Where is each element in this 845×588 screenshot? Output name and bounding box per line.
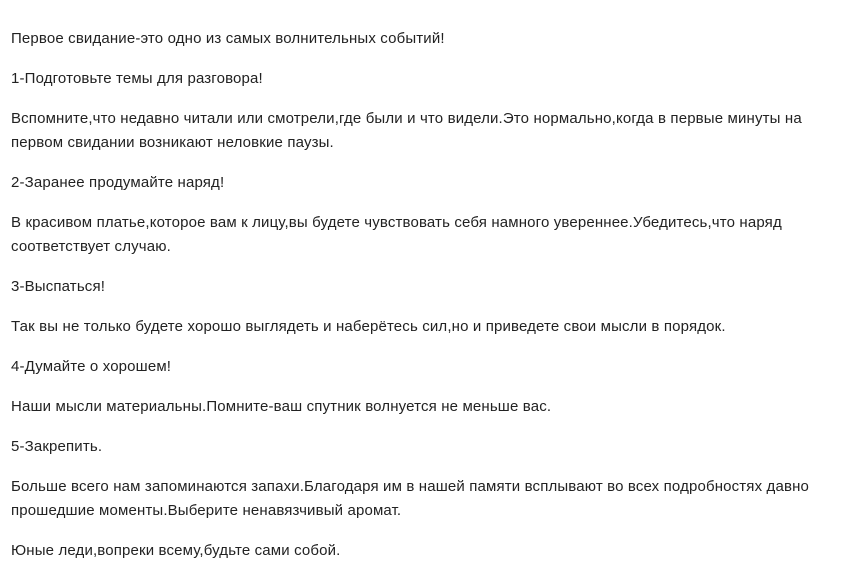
tip-5-text: Больше всего нам запоминаются запахи.Благодаря им в нашей памяти всплывают во всех подробностях давно прошедшие моменты.Выберите ненавязчивый аромат. — [11, 478, 809, 519]
tip-1-text: Вспомните,что недавно читали или смотрели,где были и что видели.Это нормально,когда в первые минуты на первом свидании возникают неловкие паузы. — [11, 110, 802, 151]
tip-2-heading: 2-Заранее продумайте наряд! — [11, 174, 225, 191]
article-body — [11, 27, 839, 579]
tip-4-text: Наши мысли материальны.Помните-ваш спутник волнуется не меньше вас. — [11, 398, 552, 415]
tip-3-heading: 3-Выспаться! — [11, 278, 106, 295]
tip-5-heading: 5-Закрепить. — [11, 438, 103, 455]
tip-2-text: В красивом платье,которое вам к лицу,вы будете чувствовать себя намного увереннее.Убедитесь,что наряд соответствует случаю. — [11, 214, 782, 255]
intro-paragraph: Первое свидание-это одно из самых волнительных событий! — [11, 30, 445, 47]
closing-paragraph: Юные леди,вопреки всему,будьте сами собой. — [11, 542, 341, 559]
tip-3-text: Так вы не только будете хорошо выглядеть и наберётесь сил,но и приведете свои мысли в порядок. — [11, 318, 726, 335]
tip-4-heading: 4-Думайте о хорошем! — [11, 358, 172, 375]
tip-1-heading: 1-Подготовьте темы для разговора! — [11, 70, 263, 87]
